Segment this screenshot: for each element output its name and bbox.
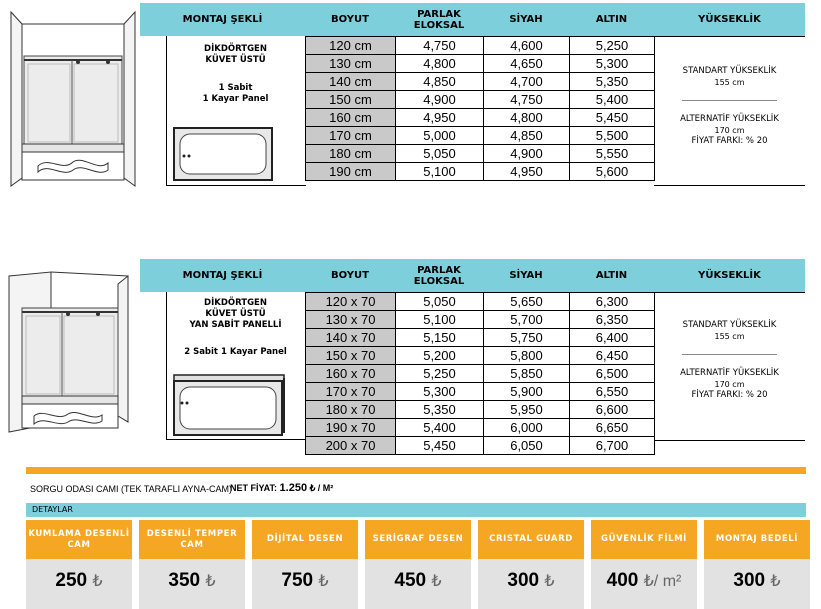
siyah-price-cell: 6,000	[484, 419, 570, 437]
card-kumlama	[26, 520, 132, 609]
table1-header-montaj: MONTAJ ŞEKLİ	[182, 14, 263, 25]
size-cell: 170 cm	[306, 127, 396, 145]
altin-price-cell: 5,600	[570, 163, 655, 181]
size-cell: 150 x 70	[306, 347, 396, 365]
table2-price-table	[305, 292, 655, 455]
size-cell: 140 cm	[306, 73, 396, 91]
net-price	[230, 482, 333, 494]
table1-alt-height: ALTERNATİF YÜKSEKLİK 170 cm FİYAT FARKI: % 20	[680, 114, 779, 146]
table1-header-parlak	[395, 3, 483, 36]
parlak-price-cell: 5,100	[396, 163, 484, 181]
size-cell: 180 x 70	[306, 401, 396, 419]
altin-price-cell: 6,500	[570, 365, 655, 383]
table2-standard-height: STANDART YÜKSEKLİK 155 cm	[682, 320, 777, 341]
parlak-price-cell: 5,150	[396, 329, 484, 347]
altin-price-cell: 5,450	[570, 109, 655, 127]
table1-header-parlak-2: ELOKSAL	[413, 19, 465, 31]
table-row	[306, 365, 655, 383]
siyah-price-cell: 4,600	[484, 37, 570, 55]
size-cell: 150 cm	[306, 91, 396, 109]
table1-header-altin: ALTIN	[595, 14, 628, 25]
altin-price-cell: 6,450	[570, 347, 655, 365]
card-dijital-desen-price: 750 ₺	[252, 559, 358, 609]
altin-price-cell: 5,550	[570, 145, 655, 163]
size-cell: 130 x 70	[306, 311, 396, 329]
card-desenli-temper-title: DESENLİ TEMPER CAM	[139, 520, 245, 559]
size-cell: 180 cm	[306, 145, 396, 163]
size-cell: 190 cm	[306, 163, 396, 181]
bathtub-top-view-icon	[172, 126, 274, 182]
card-desenli-temper-price: 350 ₺	[139, 559, 245, 609]
size-cell: 140 x 70	[306, 329, 396, 347]
parlak-price-cell: 5,050	[396, 145, 484, 163]
card-guvenlik-filmi-title: GÜVENLİK FİLMİ	[591, 520, 697, 559]
table1-header-yukseklik: YÜKSEKLİK	[698, 14, 761, 25]
table2-height-separator	[682, 354, 777, 355]
altin-price-cell: 6,350	[570, 311, 655, 329]
altin-price-cell: 5,250	[570, 37, 655, 55]
table-row	[306, 329, 655, 347]
card-kumlama-title: KUMLAMA DESENLİ CAM	[26, 520, 132, 559]
table2-header-boyut: BOYUT	[331, 270, 369, 281]
card-dijital-desen-title: DİJİTAL DESEN	[252, 520, 358, 559]
table2-header-parlak-1: PARLAK	[417, 264, 461, 276]
parlak-price-cell: 4,750	[396, 37, 484, 55]
siyah-price-cell: 6,050	[484, 437, 570, 455]
altin-price-cell: 6,550	[570, 383, 655, 401]
parlak-price-cell: 5,450	[396, 437, 484, 455]
card-cristal-guard	[478, 520, 584, 609]
siyah-price-cell: 5,900	[484, 383, 570, 401]
altin-price-cell: 6,600	[570, 401, 655, 419]
parlak-price-cell: 5,400	[396, 419, 484, 437]
size-cell: 130 cm	[306, 55, 396, 73]
table2-height-cell	[654, 292, 805, 441]
table2-header-montaj: MONTAJ ŞEKLİ	[182, 270, 263, 281]
parlak-price-cell: 5,100	[396, 311, 484, 329]
parlak-price-cell: 5,050	[396, 293, 484, 311]
net-price-value: 1.250	[279, 482, 308, 494]
table-row	[306, 311, 655, 329]
details-label: DETAYLAR	[32, 505, 73, 514]
table-row	[306, 419, 655, 437]
size-cell: 160 x 70	[306, 365, 396, 383]
table1-header-siyah: SİYAH	[509, 14, 543, 25]
table1-standard-height: STANDART YÜKSEKLİK 155 cm	[682, 66, 777, 87]
card-guvenlik-filmi-price: 400 ₺/ m²	[591, 559, 697, 609]
shower-cabin-illustration-2	[6, 270, 132, 438]
table2-header-parlak	[395, 259, 483, 292]
size-cell: 190 x 70	[306, 419, 396, 437]
table-row	[306, 145, 655, 163]
siyah-price-cell: 5,950	[484, 401, 570, 419]
parlak-price-cell: 5,300	[396, 383, 484, 401]
table-row	[306, 293, 655, 311]
card-guvenlik-filmi	[591, 520, 697, 609]
parlak-price-cell: 4,950	[396, 109, 484, 127]
card-kumlama-price: 250 ₺	[26, 559, 132, 609]
altin-price-cell: 6,650	[570, 419, 655, 437]
siyah-price-cell: 4,950	[484, 163, 570, 181]
card-cristal-guard-price: 300 ₺	[478, 559, 584, 609]
parlak-price-cell: 5,200	[396, 347, 484, 365]
altin-price-cell: 5,300	[570, 55, 655, 73]
siyah-price-cell: 5,650	[484, 293, 570, 311]
parlak-price-cell: 4,850	[396, 73, 484, 91]
card-montaj-bedeli-title: MONTAJ BEDELİ	[704, 520, 810, 559]
section-divider-bar	[26, 467, 806, 474]
mirror-glass-note	[30, 484, 232, 494]
siyah-price-cell: 4,650	[484, 55, 570, 73]
table-row	[306, 347, 655, 365]
card-cristal-guard-title: CRISTAL GUARD	[478, 520, 584, 559]
siyah-price-cell: 4,900	[484, 145, 570, 163]
table1-height-separator	[682, 100, 777, 101]
mirror-glass-text: SORGU ODASI CAMI (TEK TARAFLI AYNA-CAM)	[30, 484, 233, 494]
siyah-price-cell: 5,750	[484, 329, 570, 347]
size-cell: 120 x 70	[306, 293, 396, 311]
parlak-price-cell: 5,000	[396, 127, 484, 145]
altin-price-cell: 6,700	[570, 437, 655, 455]
size-cell: 160 cm	[306, 109, 396, 127]
details-bar	[26, 503, 806, 517]
net-price-unit: ₺ / M²	[309, 483, 334, 493]
shower-cabin-illustration-1	[8, 10, 138, 188]
table-row	[306, 73, 655, 91]
bathtub-side-panel-top-view-icon	[172, 373, 290, 437]
siyah-price-cell: 5,850	[484, 365, 570, 383]
table1-description: DİKDÖRTGEN KÜVET ÜSTÜ 1 Sabit 1 Kayar Panel	[202, 44, 269, 104]
size-cell: 170 x 70	[306, 383, 396, 401]
card-montaj-bedeli-price: 300 ₺	[704, 559, 810, 609]
siyah-price-cell: 5,700	[484, 311, 570, 329]
table2-header-altin: ALTIN	[595, 270, 628, 281]
siyah-price-cell: 4,850	[484, 127, 570, 145]
net-price-label: NET FİYAT:	[230, 483, 278, 493]
altin-price-cell: 6,400	[570, 329, 655, 347]
table2-header-yukseklik: YÜKSEKLİK	[698, 270, 761, 281]
table-row	[306, 383, 655, 401]
card-desenli-temper	[139, 520, 245, 609]
size-cell: 120 cm	[306, 37, 396, 55]
table1-header-parlak-1: PARLAK	[417, 8, 461, 20]
table-row	[306, 55, 655, 73]
table-row	[306, 437, 655, 455]
altin-price-cell: 5,400	[570, 91, 655, 109]
table-row	[306, 127, 655, 145]
altin-price-cell: 6,300	[570, 293, 655, 311]
parlak-price-cell: 4,800	[396, 55, 484, 73]
altin-price-cell: 5,350	[570, 73, 655, 91]
table2-header-parlak-2: ELOKSAL	[413, 275, 465, 287]
card-serigraf	[365, 520, 471, 609]
table-row	[306, 401, 655, 419]
table2-description: DİKDÖRTGEN KÜVET ÜSTÜ YAN SABİT PANELLİ 2 Sabit 1 Kayar Panel	[184, 298, 287, 357]
table-row	[306, 91, 655, 109]
siyah-price-cell: 4,800	[484, 109, 570, 127]
altin-price-cell: 5,500	[570, 127, 655, 145]
card-dijital-desen	[252, 520, 358, 609]
card-serigraf-price: 450 ₺	[365, 559, 471, 609]
siyah-price-cell: 4,700	[484, 73, 570, 91]
table-row	[306, 109, 655, 127]
parlak-price-cell: 5,350	[396, 401, 484, 419]
table1-height-cell	[654, 36, 805, 186]
parlak-price-cell: 4,900	[396, 91, 484, 109]
table1-price-table	[305, 36, 655, 181]
card-serigraf-title: SERİGRAF DESEN	[365, 520, 471, 559]
table-row	[306, 163, 655, 181]
table1-header-boyut: BOYUT	[331, 14, 369, 25]
table2-header-siyah: SİYAH	[509, 270, 543, 281]
parlak-price-cell: 5,250	[396, 365, 484, 383]
card-montaj-bedeli	[704, 520, 810, 609]
siyah-price-cell: 5,800	[484, 347, 570, 365]
table-row	[306, 37, 655, 55]
siyah-price-cell: 4,750	[484, 91, 570, 109]
size-cell: 200 x 70	[306, 437, 396, 455]
table2-alt-height: ALTERNATİF YÜKSEKLİK 170 cm FİYAT FARKI: % 20	[680, 368, 779, 400]
